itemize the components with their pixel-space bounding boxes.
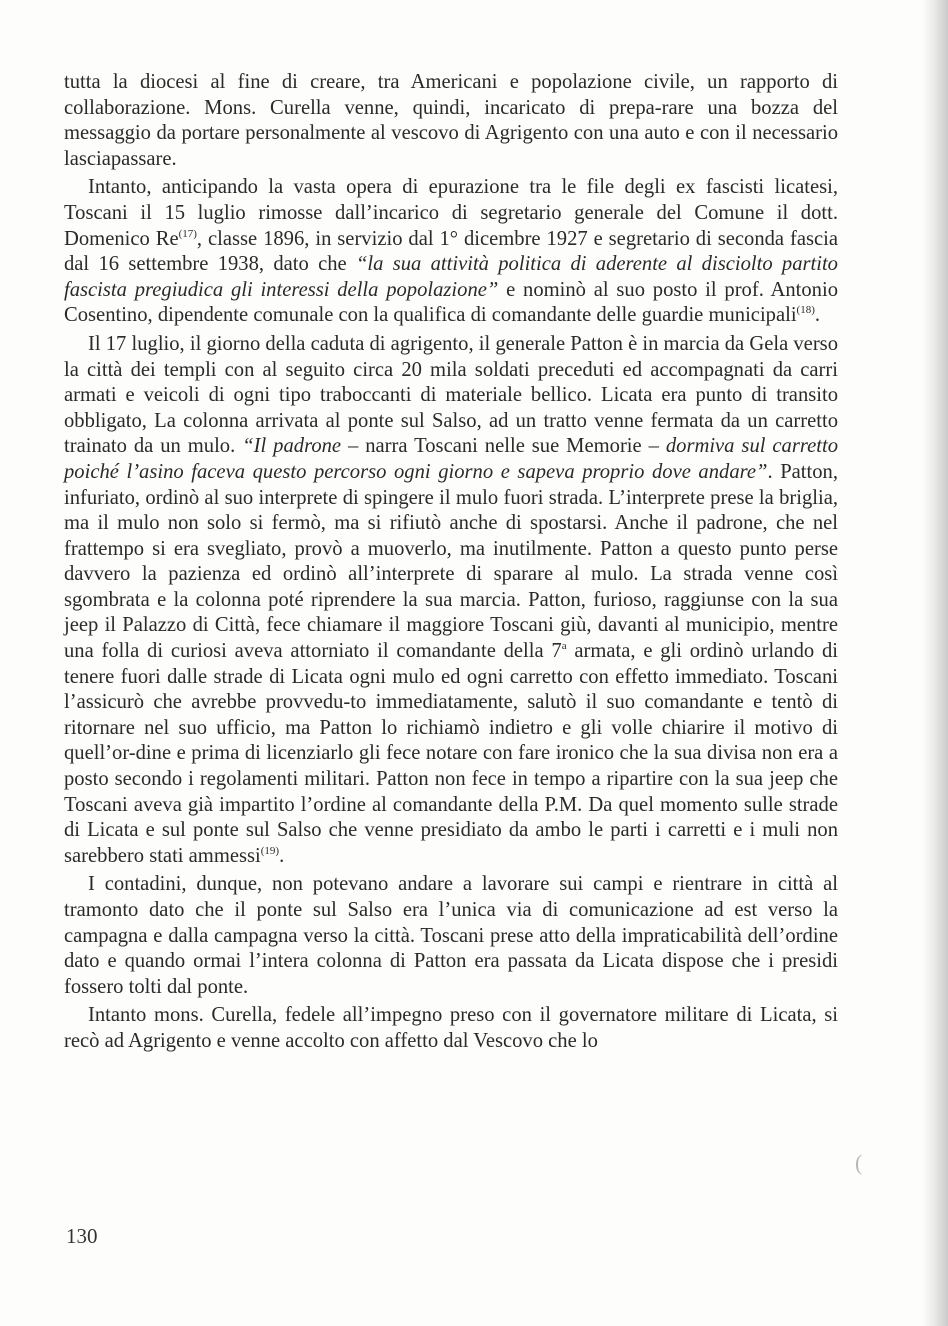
text-run: armata, e gli ordinò urlando di tenere fuori dalle strade di Licata ogni mulo ed ogni carretto con effetto immediato. Toscani l’assicurò che avrebbe provvedu-to immediatamente, salutò il suo comandante e tentò di ritornare nel suo ufficio, ma Patton lo richiamò indietro e gli volle chiarire il motivo di quell’or-dine e prima di licenziarlo gli fece notare con fare ironico che la sua divisa non era a posto secondo i regolamenti militari. Patton non fece in tempo a ripartire con la sua jeep che Toscani aveva già impartito l’ordine al comandante della P.M. Da quel momento sulle strade di Licata e sul ponte sul Salso che venne presidiato da ambo le parti i carretti e i muli non sarebbero stati ammessi (64, 640, 838, 867)
paragraph (64, 175, 838, 329)
page-number: 130 (66, 1224, 98, 1248)
paragraph (64, 332, 838, 869)
text-run: , classe 1896, in servizio dal 1° dicembre 1927 e segretario di seconda fascia dal 16 settembre 1938, dato che (64, 227, 838, 276)
text-run: tutta la diocesi al fine di creare, tra Americani e popolazione civile, un rapporto di collaborazione. Mons. Curella venne, quindi, incaricato di prepa-rare una bozza del messaggio da portare personalmente al vescovo di Agrigento con una auto e con il necessario lasciapassare. (64, 71, 838, 170)
text-run: Intanto, anticipando la vasta opera di epurazione tra le file degli ex fascisti licatesi, Toscani il 15 luglio rimosse dall’incarico di segretario generale del Comune il dott. Domenico Re (64, 176, 838, 250)
text-run: Il 17 luglio, il giorno della caduta di agrigento, il generale Patton è in marcia da Gela verso la città dei templi con al seguito circa 20 mila soldati preceduti ed accompagnati da carri armati e veicoli di ogni tipo traboccanti di materiale bellico. Licata era punto di transito obbligato, La colonna arrivata al ponte sul Salso, ad un tratto venne fermata da un carretto trainato da un mulo. (64, 332, 838, 458)
paragraph (64, 872, 838, 1000)
text-run: . Patton, infuriato, ordinò al suo interprete di spingere il mulo fuori strada. L’interprete prese la briglia, ma il mulo non solo si fermò, ma si rifiutò anche di spostarsi. Anche il padrone, che nel frattempo si era svegliato, provò a muoverlo, ma inutilmente. Patton a questo punto perse davvero la pazienza ed ordinò all’interprete di sparare al mulo. La strada venne così sgombrata e la colonna poté riprendere la sua marcia. Patton, furioso, raggiunse con la sua jeep il Palazzo di Città, fece chiamare il maggiore Toscani giù, davanti al municipio, mentre una folla di curiosi aveva attorniato il comandante della 7 (64, 460, 838, 663)
quotation: “Il padrone (242, 435, 342, 458)
body-text (64, 70, 838, 1058)
text-run: Intanto mons. Curella, fedele all’impegno preso con il governatore militare di Licata, si recò ad Agrigento e venne accolto con affetto dal Vescovo che lo (64, 1004, 838, 1052)
footnote-ref: (17) (178, 227, 197, 240)
text-run: . (814, 304, 821, 327)
margin-mark: ( (855, 1150, 863, 1175)
quotation: “la sua attività politica di aderente al disciolto partito fascista pregiudica gli interessi della popolazione” (64, 253, 838, 301)
binding-shadow (922, 0, 948, 1326)
text-run: – narra Toscani nelle sue Memorie – (341, 435, 666, 458)
footnote-ref: a (561, 640, 567, 653)
quotation: dormiva sul carretto poiché l’asino faceva questo percorso ogni giorno e sapeva proprio dove andare” (64, 435, 838, 483)
footnote-ref: (18) (796, 304, 815, 317)
text-run: e nominò al suo posto il prof. Antonio Cosentino, dipendente comunale con la qualifica di comandante delle guardie municipali (64, 278, 838, 327)
text-run: . (279, 844, 285, 867)
text-run: I contadini, dunque, non potevano andare a lavorare sui campi e rientrare in città al tramonto dato che il ponte sul Salso era l’unica via di comunicazione ad est verso la campagna e dalla campagna verso la città. Toscani prese atto della impraticabilità dell’ordine dato e quando ormai l’intera colonna di Patton era passata da Licata dispose che i presidi fossero tolti dal ponte. (64, 873, 838, 998)
paragraph (64, 70, 838, 172)
paragraph (64, 1003, 838, 1054)
footnote-ref: (19) (260, 844, 280, 857)
